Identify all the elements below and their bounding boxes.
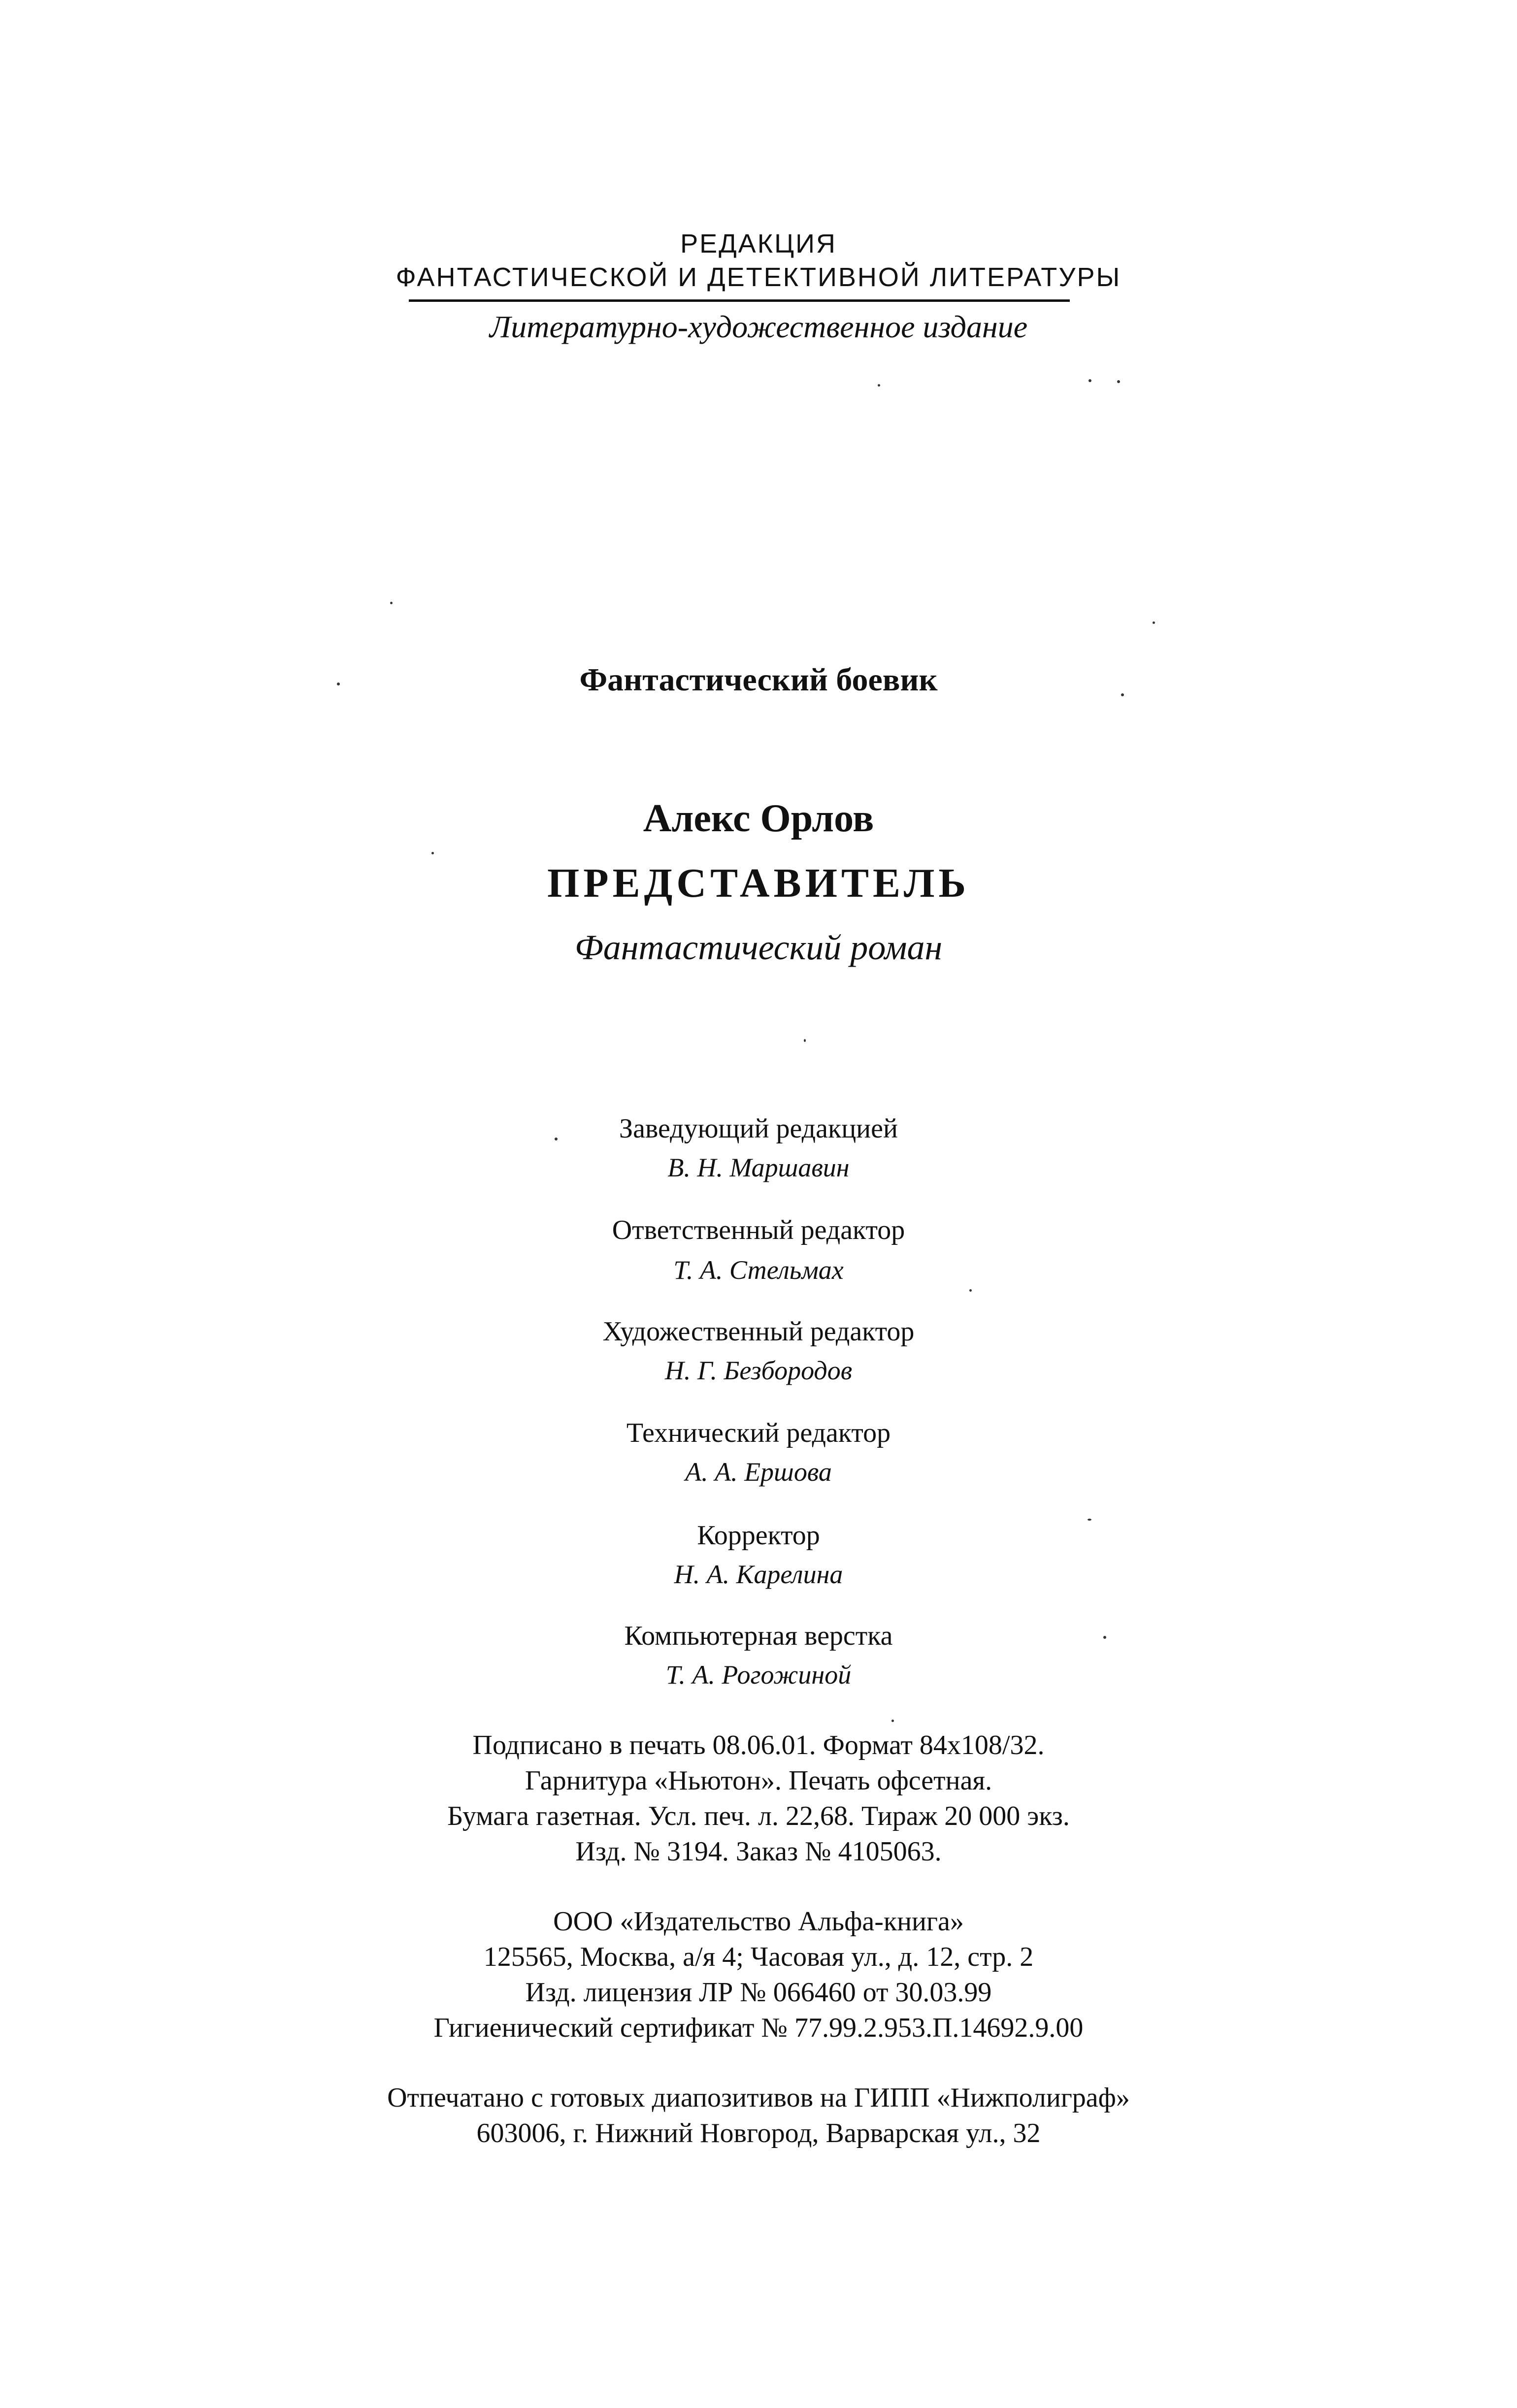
scan-speck xyxy=(1088,379,1091,382)
publisher-department-line2: ФАНТАСТИЧЕСКОЙ И ДЕТЕКТИВНОЙ ЛИТЕРАТУРЫ xyxy=(396,262,1121,292)
print-info-line: Изд. № 3194. Заказ № 4105063. xyxy=(575,1836,942,1867)
book-author: Алекс Орлов xyxy=(643,797,874,840)
book-title: ПРЕДСТАВИТЕЛЬ xyxy=(547,860,970,906)
scan-speck xyxy=(555,1138,558,1140)
publisher-line: 125565, Москва, а/я 4; Часовая ул., д. 12, стр. 2 xyxy=(483,1942,1034,1972)
scan-speck xyxy=(1117,380,1120,383)
credit-name: Н. А. Карелина xyxy=(674,1560,843,1589)
scan-speck xyxy=(431,852,434,854)
scan-speck xyxy=(1103,1636,1106,1639)
printer-line: 603006, г. Нижний Новгород, Варварская ул., 32 xyxy=(476,2118,1041,2148)
scan-speck xyxy=(1121,693,1124,696)
credit-name: Н. Г. Безбородов xyxy=(664,1356,853,1385)
scan-speck xyxy=(878,384,880,387)
edition-type: Литературно-художественное издание xyxy=(489,309,1028,344)
credit-name: А. А. Ершова xyxy=(685,1457,832,1487)
scan-speck xyxy=(1153,621,1155,624)
credit-role: Компьютерная верстка xyxy=(624,1621,893,1651)
scan-speck xyxy=(337,683,340,685)
printer-line: Отпечатано с готовых диапозитивов на ГИПП «Нижполиграф» xyxy=(387,2083,1130,2113)
credit-role: Технический редактор xyxy=(626,1418,891,1448)
credit-role: Ответственный редактор xyxy=(612,1215,905,1245)
scan-speck xyxy=(1088,1519,1091,1521)
book-subtitle: Фантастический роман xyxy=(574,928,943,967)
publisher-department-line1: РЕДАКЦИЯ xyxy=(680,229,837,259)
credit-role: Корректор xyxy=(697,1520,820,1551)
credit-name: В. Н. Маршавин xyxy=(667,1153,850,1182)
scan-speck xyxy=(969,1289,972,1292)
scan-speck xyxy=(390,602,393,604)
print-info-line: Бумага газетная. Усл. печ. л. 22,68. Тираж 20 000 экз. xyxy=(447,1801,1070,1831)
scan-speck xyxy=(804,1039,806,1042)
scan-speck xyxy=(891,1720,894,1722)
credit-role: Заведующий редакцией xyxy=(619,1113,898,1144)
print-info-line: Подписано в печать 08.06.01. Формат 84x108/32. xyxy=(472,1730,1045,1760)
publisher-line: Гигиенический сертификат № 77.99.2.953.П.14692.9.00 xyxy=(433,2013,1084,2043)
credit-role: Художественный редактор xyxy=(602,1316,915,1347)
publisher-line: ООО «Издательство Альфа-книга» xyxy=(553,1906,964,1937)
genre-label: Фантастический боевик xyxy=(579,662,938,698)
credit-name: Т. А. Рогожиной xyxy=(665,1660,852,1690)
header-divider xyxy=(409,299,1070,302)
print-info-line: Гарнитура «Ньютон». Печать офсетная. xyxy=(525,1765,992,1796)
publisher-line: Изд. лицензия ЛР № 066460 от 30.03.99 xyxy=(525,1977,992,2008)
credit-name: Т. А. Стельмах xyxy=(673,1255,844,1285)
